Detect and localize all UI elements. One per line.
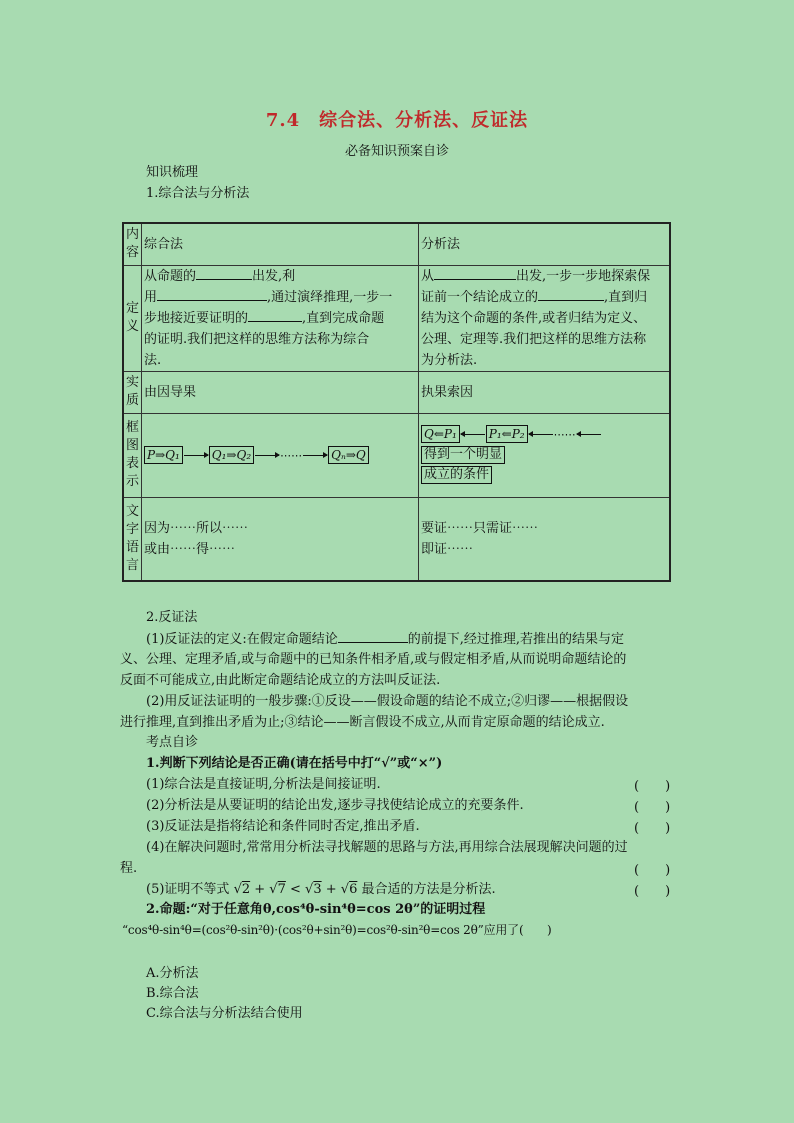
arrow-right-icon xyxy=(255,455,279,456)
text: ,通过演绎推理,一步一 xyxy=(267,289,393,305)
answer-paren: ( ) xyxy=(634,821,671,836)
option-b: B.综合法 xyxy=(146,986,199,1001)
paragraph: 义、公理、定理矛盾,或与命题中的已知条件相矛盾,或与假定相矛盾,从而说明命题结论的 xyxy=(120,652,627,667)
table-row-flowchart xyxy=(123,413,670,497)
math-inequality: √2 + √7 < √3 + √6 xyxy=(233,882,358,897)
text: 法. xyxy=(144,352,162,368)
text: 的证明.我们把这样的思维方法称为综合 xyxy=(144,331,370,347)
paragraph xyxy=(146,629,624,650)
text: ,直到归 xyxy=(604,289,648,305)
paragraph: 进行推理,直到推出矛盾为止;③结论——断言假设不成立,从而肯定原命题的结论成立. xyxy=(120,715,605,730)
row-head: 实质 xyxy=(123,371,142,413)
arrow-left-icon xyxy=(577,434,601,435)
answer-paren: ( ) xyxy=(634,800,671,815)
synthesis-definition xyxy=(142,265,419,371)
flow-box: 成立的条件 xyxy=(421,466,492,484)
flow-dots: ⋯⋯ xyxy=(280,448,303,462)
synthesis-flowchart xyxy=(142,413,419,497)
flow-box: Q₁⇒Q₂ xyxy=(209,446,254,464)
question-item xyxy=(146,880,496,900)
synthesis-words xyxy=(142,497,419,581)
table-row-definition xyxy=(123,265,670,371)
blank xyxy=(248,308,302,322)
text: (5)证明不等式 xyxy=(146,882,230,897)
question-item: (1)综合法是直接证明,分析法是间接证明. xyxy=(146,777,381,792)
row-head: 定义 xyxy=(123,265,142,371)
flow-box: 得到一个明显 xyxy=(421,446,505,464)
col-head-synthesis: 综合法 xyxy=(142,223,419,265)
question-1: 1.判断下列结论是否正确(请在括号中打“√”或“×”) xyxy=(146,756,443,771)
arrow-left-icon xyxy=(461,434,485,435)
paragraph: 反面不可能成立,由此断定命题结论成立的方法叫反证法. xyxy=(120,673,441,688)
answer-paren: ( ) xyxy=(634,779,671,794)
section-fanzheng: 2.反证法 xyxy=(146,610,198,625)
text: 公理、定理等.我们把这样的思维方法称 xyxy=(421,331,647,347)
analysis-words xyxy=(419,497,671,581)
text: 最合适的方法是分析法. xyxy=(361,882,496,897)
text: 出发,一步一步地探索保 xyxy=(516,268,651,284)
section-kaodian: 考点自诊 xyxy=(146,735,199,750)
page-title: 7.4 综合法、分析法、反证法 xyxy=(265,110,529,131)
question-item: 程. xyxy=(120,861,138,876)
arrow-right-icon xyxy=(303,455,327,456)
text: 用 xyxy=(144,289,158,305)
text: 要证⋯⋯只需证⋯⋯ xyxy=(421,520,539,536)
section-s1: 1.综合法与分析法 xyxy=(146,186,250,201)
text: 或由⋯⋯得⋯⋯ xyxy=(144,541,236,557)
arrow-right-icon xyxy=(184,455,208,456)
row-head: 框图表示 xyxy=(123,413,142,497)
blank xyxy=(196,266,252,280)
arrow-left-icon xyxy=(529,434,553,435)
question-proof: “cos⁴θ-sin⁴θ=(cos²θ-sin²θ)·(cos²θ+sin²θ)=cos²θ-sin²θ=cos 2θ”应用了( ) xyxy=(122,923,552,937)
text: 结为这个命题的条件,或者归结为定义、 xyxy=(421,310,647,326)
blank xyxy=(434,266,516,280)
text: 从命题的 xyxy=(144,268,197,284)
option-a: A.分析法 xyxy=(146,966,199,981)
synthesis-essence: 由因导果 xyxy=(142,371,419,413)
row-head: 内容 xyxy=(123,223,142,265)
blank xyxy=(538,287,604,301)
flow-box: P₁⇐P₂ xyxy=(486,425,528,443)
row-head: 文字语言 xyxy=(123,497,142,581)
text: 即证⋯⋯ xyxy=(421,541,474,557)
text: 从 xyxy=(421,268,435,284)
paragraph: (2)用反证法证明的一般步骤:①反设——假设命题的结论不成立;②归谬——根据假设 xyxy=(146,694,629,709)
analysis-essence: 执果索因 xyxy=(419,371,671,413)
question-item: (4)在解决问题时,常常用分析法寻找解题的思路与方法,再用综合法展现解决问题的过 xyxy=(146,840,628,855)
comparison-table xyxy=(122,222,671,582)
section-zhishi: 知识梳理 xyxy=(146,165,199,180)
flow-box: Q⇐P₁ xyxy=(421,425,460,443)
question-2: 2.命题:“对于任意角θ,cos⁴θ-sin⁴θ=cos 2θ”的证明过程 xyxy=(146,902,486,917)
text: 出发,利 xyxy=(252,268,296,284)
question-item: (2)分析法是从要证明的结论出发,逐步寻找使结论成立的充要条件. xyxy=(146,798,524,813)
question-item: (3)反证法是指将结论和条件同时否定,推出矛盾. xyxy=(146,819,420,834)
option-c: C.综合法与分析法结合使用 xyxy=(146,1006,303,1021)
page-subtitle: 必备知识预案自诊 xyxy=(344,144,449,159)
answer-paren: ( ) xyxy=(634,863,671,878)
text: ,直到完成命题 xyxy=(302,310,385,326)
text: 的前提下,经过推理,若推出的结果与定 xyxy=(407,632,625,647)
answer-paren: ( ) xyxy=(634,884,671,899)
text: (1)反证法的定义:在假定命题结论 xyxy=(146,632,338,647)
flow-dots: ⋯⋯ xyxy=(553,428,576,441)
text: 证前一个结论成立的 xyxy=(421,289,539,305)
flow-box: P⇒Q₁ xyxy=(144,446,183,464)
text: 步地接近要证明的 xyxy=(144,310,249,326)
analysis-definition xyxy=(419,265,671,371)
table-row-header xyxy=(123,223,670,265)
analysis-flowchart xyxy=(419,413,671,497)
table-row-essence xyxy=(123,371,670,413)
blank xyxy=(157,287,267,301)
text: 因为⋯⋯所以⋯⋯ xyxy=(144,520,249,536)
col-head-analysis: 分析法 xyxy=(419,223,671,265)
table-row-words xyxy=(123,497,670,581)
flow-box: Qₙ⇒Q xyxy=(328,446,369,464)
blank xyxy=(338,629,408,643)
text: 为分析法. xyxy=(421,352,478,368)
